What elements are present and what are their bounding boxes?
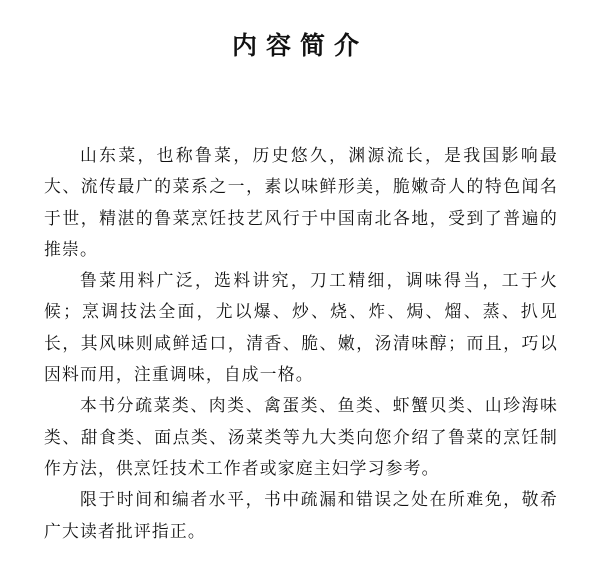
page-title: 内容简介: [231, 31, 368, 60]
paragraph-closing: 限于时间和编者水平，书中疏漏和错误之处在所难免，敬希广大读者批评指正。: [44, 489, 558, 541]
paragraph-ingredients: 鲁菜用料广泛，选料讲究，刀工精细，调味得当，工于火候；烹调技法全面，尤以爆、炒、烧、炸、焗、熘、蒸、扒见长，其风味则咸鲜适口，清香、脆、嫩，汤清味醇；而且，巧以因料而用，注重调味，自成一格。: [44, 270, 558, 385]
paragraph-history: 山东菜，也称鲁菜，历史悠久，渊源流长，是我国影响最大、流传最广的菜系之一，素以味鲜形美，脆嫩奇人的特色闻名于世，精湛的鲁菜烹饪技艺风行于中国南北各地，受到了普遍的推崇。: [44, 145, 558, 259]
intro-body: [44, 140, 558, 547]
paragraph-book-contents: 本书分疏菜类、肉类、禽蛋类、鱼类、虾蟹贝类、山珍海味类、甜食类、面点类、汤菜类等九大类向您介绍了鲁菜的烹饪制作方法，供烹饪技术工作者或家庭主妇学习参考。: [44, 395, 558, 478]
